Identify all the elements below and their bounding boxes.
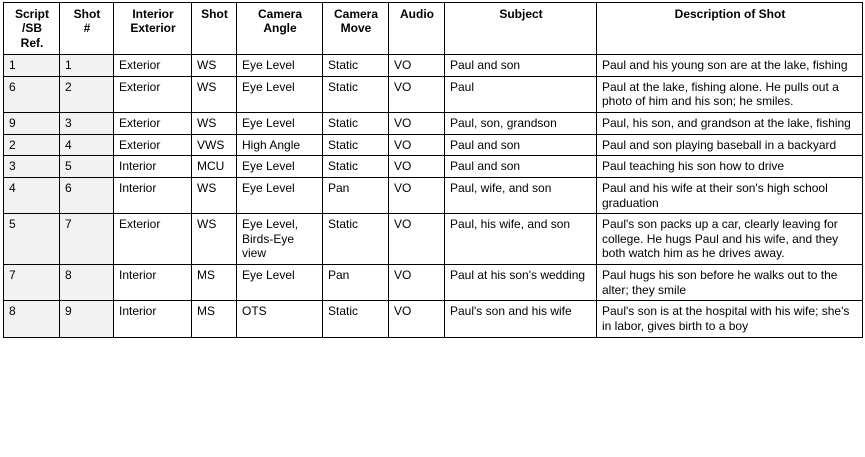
cell-script-ref: 7 <box>4 265 60 301</box>
cell-shot: MCU <box>192 156 237 178</box>
header-line: Shot <box>201 7 228 21</box>
cell-description: Paul teaching his son how to drive <box>597 156 863 178</box>
cell-interior-exterior: Interior <box>114 265 192 301</box>
cell-interior-exterior: Interior <box>114 177 192 213</box>
cell-shot: VWS <box>192 134 237 156</box>
header-row <box>4 3 863 55</box>
cell-description: Paul hugs his son before he walks out to the alter; they smile <box>597 265 863 301</box>
cell-shot-number: 4 <box>60 134 114 156</box>
cell-shot: WS <box>192 113 237 135</box>
cell-description: Paul and his young son are at the lake, fishing <box>597 55 863 77</box>
table-row <box>4 76 863 112</box>
column-header-script-ref <box>4 3 60 55</box>
cell-description: Paul's son packs up a car, clearly leaving for college. He hugs Paul and his wife, and they both watch him as he drives away. <box>597 214 863 265</box>
cell-script-ref: 9 <box>4 113 60 135</box>
table-header <box>4 3 863 55</box>
cell-interior-exterior: Interior <box>114 156 192 178</box>
cell-subject: Paul, his wife, and son <box>445 214 597 265</box>
cell-camera-angle: OTS <box>237 301 323 337</box>
cell-audio: VO <box>389 113 445 135</box>
cell-camera-move: Static <box>323 301 389 337</box>
cell-camera-angle: Eye Level <box>237 76 323 112</box>
shot-list-table <box>3 2 863 338</box>
cell-description: Paul and his wife at their son's high school graduation <box>597 177 863 213</box>
cell-script-ref: 8 <box>4 301 60 337</box>
cell-script-ref: 6 <box>4 76 60 112</box>
cell-audio: VO <box>389 134 445 156</box>
cell-interior-exterior: Exterior <box>114 76 192 112</box>
table-row <box>4 214 863 265</box>
cell-interior-exterior: Exterior <box>114 113 192 135</box>
table-row <box>4 55 863 77</box>
table-row <box>4 134 863 156</box>
header-line: Ref. <box>20 35 44 50</box>
cell-camera-angle: High Angle <box>237 134 323 156</box>
cell-subject: Paul and son <box>445 156 597 178</box>
cell-shot-number: 6 <box>60 177 114 213</box>
column-header-shot <box>192 3 237 55</box>
cell-interior-exterior: Interior <box>114 301 192 337</box>
header-line: Subject <box>499 7 543 21</box>
cell-audio: VO <box>389 76 445 112</box>
cell-camera-move: Static <box>323 134 389 156</box>
column-header-audio <box>389 3 445 55</box>
table-row <box>4 156 863 178</box>
cell-subject: Paul and son <box>445 134 597 156</box>
cell-camera-move: Static <box>323 214 389 265</box>
cell-description: Paul's son is at the hospital with his wife; she's in labor, gives birth to a boy <box>597 301 863 337</box>
cell-audio: VO <box>389 214 445 265</box>
cell-subject: Paul at his son's wedding <box>445 265 597 301</box>
cell-description: Paul, his son, and grandson at the lake, fishing <box>597 113 863 135</box>
cell-shot-number: 1 <box>60 55 114 77</box>
cell-shot: WS <box>192 76 237 112</box>
column-header-camera-move <box>323 3 389 55</box>
cell-script-ref: 5 <box>4 214 60 265</box>
cell-shot: WS <box>192 55 237 77</box>
cell-script-ref: 2 <box>4 134 60 156</box>
cell-audio: VO <box>389 265 445 301</box>
table-row <box>4 301 863 337</box>
header-line: Shot <box>73 7 101 21</box>
cell-subject: Paul and son <box>445 55 597 77</box>
cell-camera-angle: Eye Level <box>237 177 323 213</box>
header-line: Audio <box>400 7 434 21</box>
cell-shot-number: 9 <box>60 301 114 337</box>
cell-audio: VO <box>389 55 445 77</box>
cell-camera-move: Pan <box>323 177 389 213</box>
column-header-description <box>597 3 863 55</box>
cell-camera-angle: Eye Level <box>237 55 323 77</box>
cell-description: Paul and son playing baseball in a backyard <box>597 134 863 156</box>
cell-camera-move: Static <box>323 55 389 77</box>
cell-interior-exterior: Exterior <box>114 55 192 77</box>
header-line: Camera <box>257 7 303 21</box>
column-header-camera-angle <box>237 3 323 55</box>
table-row <box>4 177 863 213</box>
header-line: Camera <box>333 7 379 21</box>
cell-audio: VO <box>389 156 445 178</box>
header-line: Interior <box>132 7 174 21</box>
cell-script-ref: 4 <box>4 177 60 213</box>
cell-script-ref: 1 <box>4 55 60 77</box>
cell-subject: Paul's son and his wife <box>445 301 597 337</box>
table-row <box>4 113 863 135</box>
cell-camera-angle: Eye Level <box>237 113 323 135</box>
header-line: /SB <box>21 21 42 36</box>
cell-camera-move: Static <box>323 113 389 135</box>
header-line: Exterior <box>130 21 176 36</box>
header-line: Description of Shot <box>674 7 786 21</box>
cell-shot-number: 3 <box>60 113 114 135</box>
cell-camera-move: Pan <box>323 265 389 301</box>
cell-camera-move: Static <box>323 156 389 178</box>
column-header-subject <box>445 3 597 55</box>
cell-shot: WS <box>192 214 237 265</box>
cell-audio: VO <box>389 301 445 337</box>
cell-interior-exterior: Exterior <box>114 214 192 265</box>
column-header-interior-exterior <box>114 3 192 55</box>
cell-subject: Paul, wife, and son <box>445 177 597 213</box>
cell-shot-number: 8 <box>60 265 114 301</box>
cell-camera-angle: Eye Level <box>237 156 323 178</box>
cell-description: Paul at the lake, fishing alone. He pulls out a photo of him and his son; he smiles. <box>597 76 863 112</box>
cell-interior-exterior: Exterior <box>114 134 192 156</box>
cell-camera-angle: Eye Level <box>237 265 323 301</box>
cell-camera-angle: Eye Level, Birds-Eye view <box>237 214 323 265</box>
column-header-shot-number <box>60 3 114 55</box>
cell-shot-number: 2 <box>60 76 114 112</box>
cell-audio: VO <box>389 177 445 213</box>
cell-shot: WS <box>192 177 237 213</box>
header-line: Script <box>14 7 49 21</box>
cell-script-ref: 3 <box>4 156 60 178</box>
header-line: Move <box>340 21 372 36</box>
cell-camera-move: Static <box>323 76 389 112</box>
cell-subject: Paul <box>445 76 597 112</box>
header-line: Angle <box>263 21 297 36</box>
cell-shot-number: 5 <box>60 156 114 178</box>
cell-subject: Paul, son, grandson <box>445 113 597 135</box>
table-body <box>4 55 863 337</box>
cell-shot: MS <box>192 301 237 337</box>
table-row <box>4 265 863 301</box>
cell-shot-number: 7 <box>60 214 114 265</box>
header-line: # <box>83 21 91 36</box>
cell-shot: MS <box>192 265 237 301</box>
